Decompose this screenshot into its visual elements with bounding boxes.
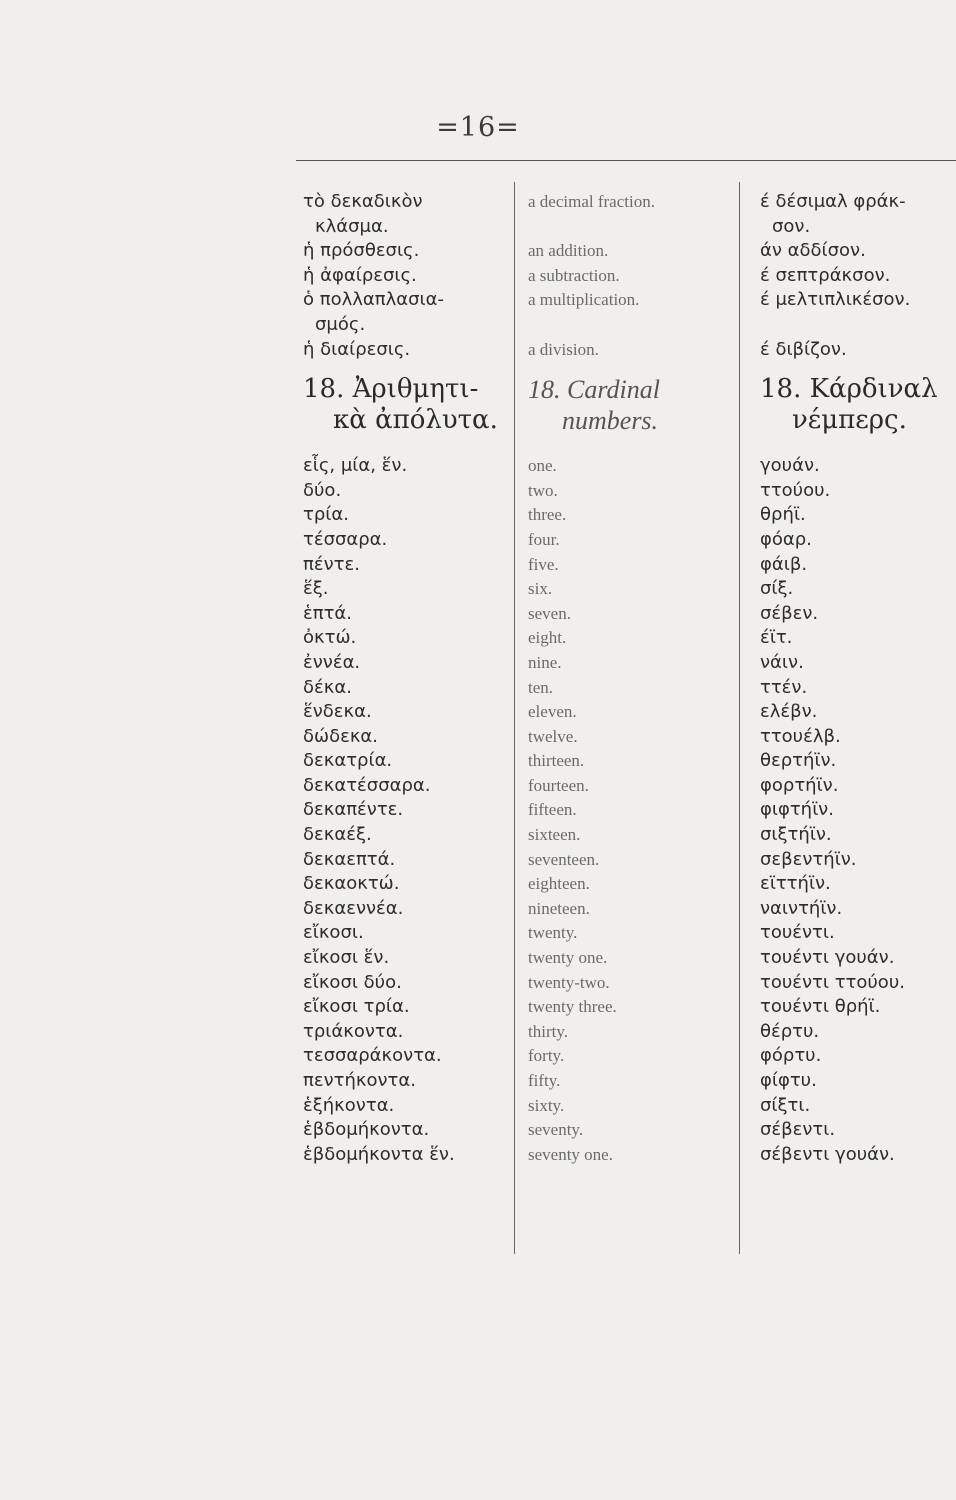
translit-number: εϊττήϊν. bbox=[760, 873, 831, 895]
translit-number: τουέντι ττούου. bbox=[760, 971, 905, 993]
greek-number: ὀκτώ. bbox=[303, 627, 357, 649]
english-number: eleven. bbox=[528, 702, 577, 722]
greek-number: ἐννέα. bbox=[303, 651, 361, 673]
translit-number: φόαρ. bbox=[760, 528, 812, 550]
translit-term: έ διβίζον. bbox=[760, 338, 847, 360]
translit-term: σον. bbox=[772, 215, 811, 237]
english-fractions-list bbox=[528, 190, 734, 362]
greek-number: δύο. bbox=[303, 479, 342, 501]
english-number: seventy. bbox=[528, 1120, 584, 1140]
english-heading: 18. Cardinal bbox=[528, 375, 660, 405]
translit-number: τουέντι γουάν. bbox=[760, 947, 895, 969]
english-number: nineteen. bbox=[528, 898, 590, 918]
greek-number: τέσσαρα. bbox=[303, 528, 388, 550]
english-numbers-list bbox=[528, 454, 734, 1167]
greek-term: κλάσμα. bbox=[315, 215, 389, 237]
top-rule bbox=[296, 160, 956, 161]
greek-number: δεκατρία. bbox=[303, 750, 393, 772]
english-term: an addition. bbox=[528, 241, 609, 261]
english-number: nine. bbox=[528, 652, 562, 672]
translit-number: γουάν. bbox=[760, 455, 820, 477]
english-term: a decimal fraction. bbox=[528, 192, 655, 211]
english-number: seven. bbox=[528, 603, 571, 623]
greek-number: πεντήκοντα. bbox=[303, 1070, 416, 1091]
greek-number: εἴκοσι τρία. bbox=[303, 996, 410, 1018]
english-number: twenty. bbox=[528, 923, 578, 943]
english-number: six. bbox=[528, 579, 553, 599]
greek-number: δεκαπέντε. bbox=[303, 799, 404, 821]
english-number: four. bbox=[528, 529, 560, 549]
greek-number: δεκαεπτά. bbox=[303, 848, 396, 870]
translit-term bbox=[760, 313, 956, 338]
greek-number: εἷς, μία, ἕν. bbox=[303, 455, 408, 477]
column-divider-left bbox=[514, 182, 515, 1254]
translit-number: σίξτι. bbox=[760, 1094, 811, 1116]
translit-numbers-list bbox=[760, 454, 956, 1167]
english-number: sixty. bbox=[528, 1095, 565, 1115]
greek-number: ἑβδομήκοντα. bbox=[303, 1119, 430, 1141]
english-number: fifty. bbox=[528, 1071, 561, 1090]
english-number: twelve. bbox=[528, 726, 578, 746]
english-number: forty. bbox=[528, 1046, 565, 1066]
english-number: three. bbox=[528, 505, 567, 525]
english-term bbox=[528, 313, 734, 338]
greek-number: δεκατέσσαρα. bbox=[303, 774, 431, 796]
greek-term: ἡ πρόσθεσις. bbox=[303, 240, 420, 262]
greek-number: ἕνδεκα. bbox=[303, 701, 372, 723]
translit-term: άν αδδίσον. bbox=[760, 240, 866, 262]
translit-number: σέβεντι γουάν. bbox=[760, 1143, 895, 1165]
english-number: two. bbox=[528, 480, 558, 500]
translit-heading-continuation: νέμπερς. bbox=[792, 405, 907, 436]
greek-term: ὁ πολλαπλασια- bbox=[303, 289, 444, 311]
translit-number: ττουέλβ. bbox=[760, 725, 841, 747]
translit-number: έϊτ. bbox=[760, 627, 793, 649]
english-term bbox=[528, 215, 734, 240]
translit-number: ελέβν. bbox=[760, 701, 818, 723]
translit-number: σιξτήϊν. bbox=[760, 824, 832, 846]
translit-number: σίξ. bbox=[760, 578, 794, 600]
greek-column bbox=[303, 190, 511, 1167]
greek-heading: 18. Ἀριθμητι- bbox=[303, 374, 479, 405]
greek-number: ἑξήκοντα. bbox=[303, 1094, 395, 1116]
greek-term: ἡ ἀφαίρεσις. bbox=[303, 264, 417, 286]
translit-number: τουέντι θρήϊ. bbox=[760, 996, 881, 1018]
greek-number: εἴκοσι δύο. bbox=[303, 971, 402, 993]
column-divider-right bbox=[739, 182, 740, 1254]
translit-term: έ μελτιπλικέσον. bbox=[760, 289, 911, 311]
english-number: twenty three. bbox=[528, 997, 617, 1017]
english-number: fourteen. bbox=[528, 775, 589, 795]
greek-term: ἡ διαίρεσις. bbox=[303, 338, 411, 360]
translit-heading: 18. Κάρδιναλ bbox=[760, 374, 938, 405]
greek-term: σμός. bbox=[315, 313, 366, 335]
greek-number: δεκαέξ. bbox=[303, 824, 372, 846]
translit-number: σέβεντι. bbox=[760, 1119, 836, 1141]
translit-term: έ δέσιμαλ φράκ- bbox=[760, 191, 906, 212]
translit-number: ττούου. bbox=[760, 479, 831, 501]
greek-number: εἴκοσι ἕν. bbox=[303, 947, 390, 969]
english-number: seventeen. bbox=[528, 849, 600, 869]
translit-term: έ σεπτράκσον. bbox=[760, 264, 891, 286]
greek-number: ἑπτά. bbox=[303, 602, 352, 624]
english-number: ten. bbox=[528, 677, 554, 697]
transliteration-column bbox=[760, 190, 956, 1167]
english-number: seventy one. bbox=[528, 1144, 613, 1164]
translit-number: ναιντήϊν. bbox=[760, 897, 843, 919]
translit-number: φάιβ. bbox=[760, 553, 808, 575]
translit-fractions-list bbox=[760, 190, 956, 362]
translit-number: νάιν. bbox=[760, 651, 804, 673]
translit-number: τουέντι. bbox=[760, 922, 835, 944]
greek-number: εἴκοσι. bbox=[303, 922, 364, 944]
english-number: thirty. bbox=[528, 1021, 568, 1041]
translit-number: σεβεντήϊν. bbox=[760, 848, 857, 870]
translit-number: φιφτήϊν. bbox=[760, 799, 834, 821]
english-number: eight. bbox=[528, 628, 567, 648]
translit-number: θρήϊ. bbox=[760, 504, 806, 526]
greek-number: πέντε. bbox=[303, 553, 360, 575]
greek-number: τριάκοντα. bbox=[303, 1020, 404, 1042]
english-number: one. bbox=[528, 456, 557, 476]
english-number: eighteen. bbox=[528, 874, 590, 894]
english-heading-continuation: numbers. bbox=[562, 406, 659, 436]
greek-fractions-list bbox=[303, 190, 511, 362]
greek-number: δώδεκα. bbox=[303, 725, 379, 747]
greek-numbers-list bbox=[303, 454, 511, 1167]
greek-number: δέκα. bbox=[303, 676, 352, 698]
translit-number: ττέν. bbox=[760, 676, 808, 698]
greek-number: ἑβδομήκοντα ἕν. bbox=[303, 1143, 455, 1165]
translit-number: φορτήϊν. bbox=[760, 774, 839, 796]
translit-number: θέρτυ. bbox=[760, 1020, 820, 1042]
translit-number: φόρτυ. bbox=[760, 1045, 822, 1067]
english-number: thirteen. bbox=[528, 751, 585, 771]
english-number: five. bbox=[528, 554, 559, 574]
greek-number: τεσσαράκοντα. bbox=[303, 1045, 442, 1067]
greek-term: τὸ δεκαδικὸν bbox=[303, 191, 423, 212]
translit-number: θερτήϊν. bbox=[760, 750, 837, 772]
english-number: fifteen. bbox=[528, 800, 577, 820]
english-term: a subtraction. bbox=[528, 265, 620, 285]
greek-heading-continuation: κὰ ἀπόλυτα. bbox=[333, 405, 498, 436]
translit-number: φίφτυ. bbox=[760, 1070, 817, 1091]
greek-number: δεκαεννέα. bbox=[303, 897, 404, 919]
page-number: =16= bbox=[436, 112, 520, 143]
english-term: a multiplication. bbox=[528, 290, 640, 310]
greek-number: ἕξ. bbox=[303, 578, 329, 600]
english-number: twenty-two. bbox=[528, 972, 610, 992]
translit-number: σέβεν. bbox=[760, 602, 819, 624]
english-number: sixteen. bbox=[528, 825, 581, 845]
english-number: twenty one. bbox=[528, 948, 608, 968]
greek-number: τρία. bbox=[303, 504, 349, 526]
english-term: a division. bbox=[528, 339, 599, 359]
greek-number: δεκαοκτώ. bbox=[303, 873, 400, 895]
english-column bbox=[528, 190, 734, 1167]
